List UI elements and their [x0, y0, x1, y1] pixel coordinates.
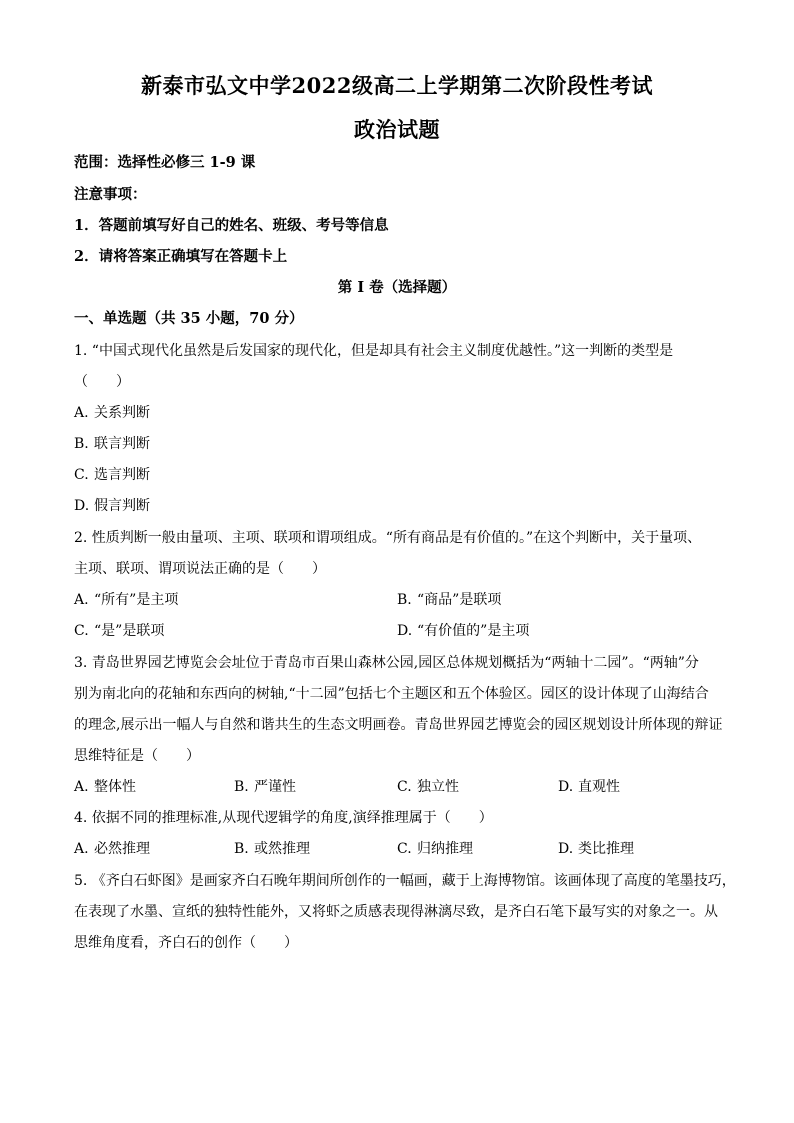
- q3-option-c: C. 独立性: [397, 779, 459, 795]
- q2-option-d: D. “有价值的”是主项: [397, 623, 530, 639]
- q3-option-b: B. 严谨性: [234, 779, 296, 795]
- q2-stem-cont: 主项、联项、谓项说法正确的是（ ）: [74, 561, 326, 577]
- q5-stem: 5. 《齐白石虾图》是画家齐白石晚年期间所创作的一幅画，藏于上海博物馆。该画体现了高度的笔墨技巧，: [74, 873, 736, 889]
- q2-stem: 2. 性质判断一般由量项、主项、联项和谓项组成。“所有商品是有价值的。”在这个判断中，关于量项、: [74, 530, 702, 546]
- exam-scope: 范围：选择性必修三 1-9 课: [74, 154, 256, 171]
- exam-subject: 政治试题: [354, 117, 440, 142]
- q1-stem: 1. “中国式现代化虽然是后发国家的现代化，但是却具有社会主义制度优越性。”这一判断的类型是: [74, 343, 674, 359]
- q5-stem-cont-1: 在表现了水墨、宣纸的独特性能外，又将虾之质感表现得淋漓尽致，是齐白石笔下最写实的对象之一。从: [74, 904, 718, 920]
- q3-stem-cont-1: 别为南北向的花轴和东西向的树轴,“十二园”包括七个主题区和五个体验区。园区的设计体现了山海结合: [74, 686, 709, 702]
- q1-stem-cont: （ ）: [74, 374, 130, 390]
- q2-option-b: B. “商品”是联项: [397, 592, 502, 608]
- q2-option-c: C. “是”是联项: [74, 623, 165, 639]
- q3-option-a: A. 整体性: [74, 779, 136, 795]
- q4-option-a: A. 必然推理: [74, 841, 150, 857]
- q4-stem: 4. 依据不同的推理标准,从现代逻辑学的角度,演绎推理属于（ ）: [74, 810, 493, 826]
- exam-title: 新泰市弘文中学2022级高二上学期第二次阶段性考试: [141, 73, 653, 98]
- q3-stem-cont-2: 的理念,展示出一幅人与自然和谐共生的生态文明画卷。青岛世界园艺博览会的园区规划设计所体现的辩证: [74, 717, 723, 733]
- q1-option-c: C. 选言判断: [74, 467, 150, 483]
- q4-option-d: D. 类比推理: [558, 841, 634, 857]
- q2-option-a: A. “所有”是主项: [74, 592, 179, 608]
- q3-stem-cont-3: 思维特征是（ ）: [74, 748, 200, 764]
- q1-option-a: A. 关系判断: [74, 405, 150, 421]
- q3-option-d: D. 直观性: [558, 779, 620, 795]
- note-2: 2．请将答案正确填写在答题卡上: [74, 248, 288, 265]
- notes-title: 注意事项：: [74, 186, 147, 203]
- q1-option-b: B. 联言判断: [74, 436, 150, 452]
- q5-stem-cont-2: 思维角度看，齐白石的创作（ ）: [74, 935, 298, 951]
- q4-option-c: C. 归纳推理: [397, 841, 473, 857]
- volume-heading: 第 I 卷（选择题）: [337, 279, 457, 296]
- q4-option-b: B. 或然推理: [234, 841, 310, 857]
- q1-option-d: D. 假言判断: [74, 498, 150, 514]
- q3-stem: 3. 青岛世界园艺博览会会址位于青岛市百果山森林公园,园区总体规划概括为“两轴十二园”。“两轴”分: [74, 655, 699, 671]
- section-heading: 一、单选题（共 35 小题，70 分）: [74, 310, 304, 327]
- note-1: 1．答题前填写好自己的姓名、班级、考号等信息: [74, 217, 389, 234]
